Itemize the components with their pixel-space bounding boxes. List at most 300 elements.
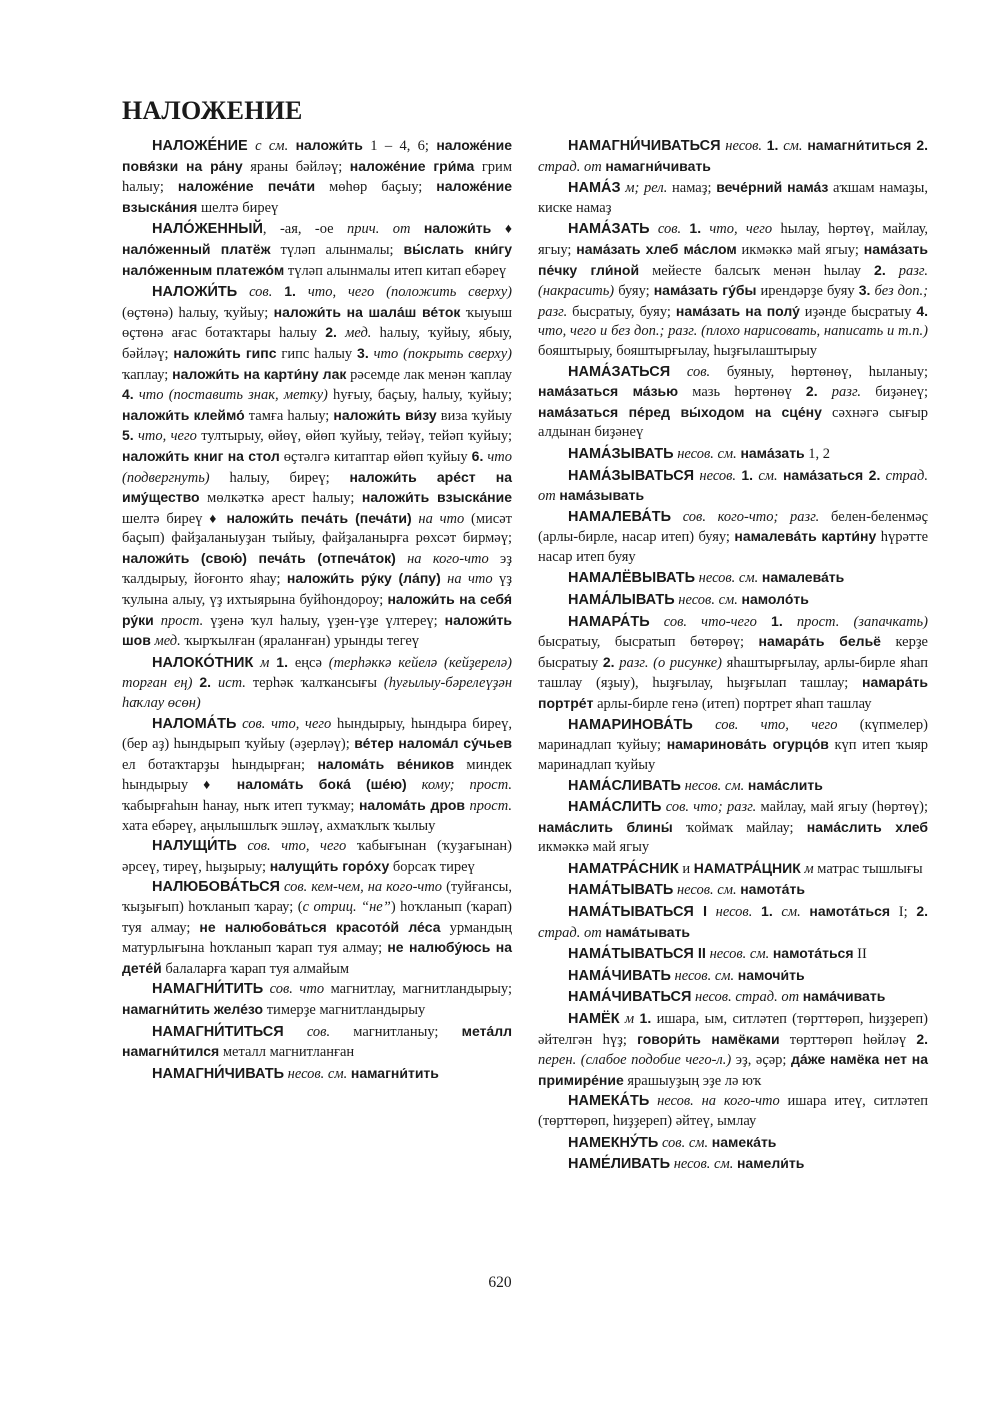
bold-phrase: намагни́тить желе́зо — [122, 1000, 264, 1017]
italic-label: несов. см. — [695, 570, 759, 587]
entry-headword: НАМА́ЧИВАТЬСЯ — [568, 989, 692, 1006]
dictionary-entry — [538, 987, 928, 1008]
bold-phrase: 1. — [771, 612, 783, 629]
bold-phrase: 2. — [874, 261, 886, 278]
bold-phrase: наложи́ть на себя́ ру́ки — [122, 591, 513, 628]
entry-headword: НАМА́ТЫВАТЬ — [568, 882, 674, 899]
italic-label: что (поставить знак, метку) — [133, 387, 328, 404]
dictionary-entry — [122, 715, 512, 837]
bold-phrase: 2. — [325, 324, 337, 341]
bold-phrase: ве́тер налома́л су́чьев — [354, 735, 512, 752]
italic-label: (һуғылыу-бәрелеүҙән һаҡлау өсөн) — [122, 675, 513, 712]
italic-label: м — [619, 1010, 635, 1027]
translation-text: яһаштырғылау, арлы-бирле яһап ташлау (яҙыу), һыҙғылау, һыҙғылап ташлау; — [538, 654, 928, 692]
bold-phrase: вече́рний нама́з — [716, 179, 829, 196]
dictionary-entry — [538, 776, 928, 797]
page-number: 620 — [488, 1274, 512, 1291]
dictionary-entry — [538, 219, 928, 361]
translation-text: эҙ ҡалдырыу, йоғонто яһау; — [122, 550, 513, 588]
translation-text: урмандың матурлығына һоҡланып ҡарап туя алмау; — [122, 919, 512, 957]
translation-text: түләп алынмалы; — [270, 241, 404, 258]
bold-phrase: наложи́ть ♦ нало́женный платёж — [122, 220, 512, 257]
bold-phrase: намалева́ть карти́ну — [734, 528, 877, 545]
italic-label: сов. что, чего — [236, 838, 347, 855]
entry-headword: НАЛОЖЕ́НИЕ — [152, 138, 248, 154]
dictionary-entry — [538, 1154, 928, 1175]
translation-text: мөлкәткә арест һалыу; — [199, 490, 362, 507]
translation-text — [757, 614, 771, 630]
translation-text: ҡабырғаһын һанау, ныҡ итеп туҡмау; — [122, 798, 359, 814]
bold-phrase: наложи́ть клеймо́ — [122, 406, 245, 423]
italic-label: на кого-что — [395, 550, 489, 567]
italic-label: сов. кем-чем, на кого-что — [279, 879, 443, 896]
bold-phrase: намочи́ть — [737, 966, 805, 983]
bold-phrase: 2. — [602, 653, 615, 670]
translation-text: рәсемде лак менән ҡаплау — [346, 366, 513, 383]
italic-label: см. — [772, 903, 801, 920]
bold-phrase: налома́ть ве́ников — [317, 755, 455, 772]
italic-label: страд. от — [538, 924, 602, 941]
italic-label: м; рел. — [620, 180, 668, 197]
translation-text: буяныу, һөртөнөү, һыланыу; — [710, 363, 928, 380]
bold-phrase: да́же намёка нет на примире́ние — [538, 1051, 929, 1088]
italic-label: несов. см. — [284, 1065, 348, 1082]
bold-phrase: 1. — [766, 137, 779, 153]
translation-text: иҙәнде бысратыу — [799, 303, 917, 320]
bold-phrase: нама́зать — [740, 444, 805, 461]
bold-phrase: 6. — [471, 447, 484, 464]
translation-text: миндек һындырыу — [122, 756, 512, 794]
italic-label: мед. — [150, 633, 181, 650]
entry-headword: НАМА́СЛИВАТЬ — [568, 778, 681, 795]
italic-label: что, чего (положить сверху) — [295, 284, 513, 301]
bold-phrase: наложе́ние повя́зки на ра́ну — [122, 137, 513, 174]
bold-phrase: наложи́ть книг на стол — [122, 447, 280, 464]
italic-label: несов. на кого-что — [649, 1093, 780, 1110]
bold-phrase: нама́слить хлеб — [806, 818, 928, 835]
translation-text: (мисәт баҫып) файҙаланыуҙан тыйыу, файҙаланырға рөхсәт бирмәү; — [122, 510, 512, 547]
dictionary-entry — [538, 508, 928, 568]
entry-headword: НАМА́ЗАТЬ — [568, 221, 650, 238]
translation-text: бояштырыу, бояштырғылау, һыҙғылаштырыу — [538, 342, 818, 359]
translation-text: аҡшам намаҙы, киске намаҙ — [538, 180, 929, 216]
italic-label: прост. — [465, 798, 512, 814]
italic-label: несов. страд. от — [691, 989, 800, 1006]
bold-phrase: 1. — [689, 220, 702, 237]
italic-label: прич. от — [347, 221, 411, 238]
italic-label: несов. см. — [705, 946, 770, 963]
entry-headword: НАМА́ЗЫВАТЬ — [568, 445, 674, 462]
dictionary-entry — [122, 980, 512, 1020]
translation-text: ) һоҡланып (ҡарап) туя алмау; — [122, 898, 512, 936]
translation-text — [272, 284, 284, 300]
dictionary-entry — [538, 966, 928, 987]
italic-label: разг. (накрасить) — [538, 262, 929, 300]
italic-label: кому; прост. — [406, 777, 512, 794]
bold-phrase: наложи́ть — [295, 137, 363, 153]
dictionary-entry — [538, 568, 928, 589]
dictionary-entry — [122, 878, 512, 979]
entry-headword: НАЛО́ЖЕННЫЙ — [152, 221, 263, 238]
bold-phrase: 3. — [858, 282, 871, 299]
italic-label: что, чего и без доп.; разг. (плохо нарисовать, написать и т.п.) — [538, 323, 928, 340]
italic-label: сов. что; разг. — [661, 799, 757, 815]
translation-text: I; — [890, 903, 917, 920]
dictionary-entry — [538, 136, 928, 177]
translation-text: магнитланыу; — [330, 1023, 462, 1040]
italic-label: мед. — [336, 325, 372, 342]
dictionary-entry — [538, 590, 928, 611]
bold-phrase: нама́зать хлеб ма́слом — [576, 240, 737, 257]
translation-text: һындырыу, һындыра биреү, (бер аҙ) һындырып ҡуйыу (әҙерләү); — [122, 715, 512, 753]
bold-phrase: нама́зать пе́чку гли́ной — [538, 240, 928, 278]
italic-label: сов. — [237, 284, 273, 301]
translation-text: (өҫтөнә) һалыу, ҡуйыу; — [122, 304, 274, 321]
bold-phrase: нама́слить — [747, 777, 823, 794]
bold-phrase: НАМАТРА́ЦНИК — [693, 859, 801, 876]
translation-text: ирендәрҙе буяу — [756, 283, 859, 300]
bold-phrase: наложи́ть ви́зу — [333, 406, 437, 423]
translation-text: бысратыу, буяу; — [567, 303, 676, 320]
translation-text: металл магнитланған — [219, 1044, 355, 1061]
bold-phrase: наложи́ть аре́ст на иму́щество — [122, 468, 512, 506]
bold-phrase: нама́тывать — [605, 923, 691, 940]
translation-text: буяу; — [614, 283, 654, 300]
translation-text: һүрәтте насар итеп буяу — [538, 529, 929, 565]
bold-phrase: намота́ть — [740, 881, 805, 898]
bold-phrase: наложе́ние печа́ти — [177, 178, 316, 195]
translation-text: матрас тышлығы — [813, 860, 923, 877]
italic-label: сов. что-чего — [649, 613, 757, 630]
translation-text: яраны бәйләү; — [242, 158, 350, 175]
italic-label: разг. — [817, 384, 862, 401]
italic-label: несов. — [694, 467, 737, 484]
italic-label: сов. см. — [658, 1134, 709, 1151]
bold-phrase: не налюбу́юсь на дете́й — [122, 939, 512, 976]
translation-text: майлау, май ягыу (һөртөү); — [756, 799, 928, 815]
bold-phrase: намота́ться — [809, 902, 891, 919]
entry-headword: НАМАРИНОВА́ТЬ — [568, 716, 693, 733]
dictionary-entry — [538, 466, 928, 507]
translation-text: ел ботаҡтарҙы һындырған; — [122, 756, 318, 773]
entry-headword: НАМАГНИ́ЧИВАТЬ — [152, 1065, 284, 1082]
bold-phrase: нама́зать на полу́ — [675, 302, 800, 319]
entry-headword: НАМЕКНУ́ТЬ — [568, 1134, 659, 1151]
translation-text: борсаҡ тиреү — [389, 858, 475, 875]
translation-text: , -ая, -ое — [262, 221, 348, 238]
dictionary-entry — [538, 1133, 928, 1154]
translation-text: икмәккә май ягыу; — [736, 241, 864, 258]
bold-phrase: намагни́тить — [350, 1064, 439, 1081]
italic-label: сов. — [649, 221, 682, 238]
dictionary-entry — [538, 612, 928, 715]
translation-text: өҫтәлгә китаптар өйөп ҡуйыу — [279, 448, 472, 465]
bold-phrase: намаринова́ть огурцо́в — [666, 736, 829, 753]
italic-label: на что — [440, 571, 493, 588]
entry-headword: НАМАТРА́СНИК — [568, 860, 679, 877]
bold-phrase: 2. — [916, 902, 929, 919]
entry-headword: НАМА́ЗЫВАТЬСЯ — [568, 467, 695, 484]
italic-label: несов. см. — [673, 882, 737, 899]
translation-text: гипс һалыу — [276, 345, 358, 362]
dictionary-entry — [122, 1022, 512, 1063]
bold-phrase: нама́заться ма́зью — [538, 383, 679, 400]
italic-label: несов. см. — [680, 778, 745, 795]
translation-text: керҙе бысратыу — [538, 634, 928, 671]
translation-text: II — [853, 946, 867, 963]
translation-text: тимерҙе магнитландырыу — [263, 1001, 426, 1018]
bold-phrase: 4. — [916, 302, 928, 319]
dictionary-entry — [538, 363, 928, 443]
bold-phrase: ♦ наложи́ть печа́ть (печа́ти) — [209, 509, 412, 526]
dictionary-entry — [538, 902, 928, 943]
translation-text: терһәк ҡалҡансығы — [245, 675, 384, 692]
bold-phrase: 1. — [639, 1009, 652, 1026]
italic-label: сов. что — [263, 981, 325, 998]
bold-phrase: 2. — [916, 1030, 929, 1047]
translation-text: ҡыуыш өҫтөнә ағас ботаҡтары һалыу — [122, 304, 513, 342]
bold-phrase: нама́слить блины́ — [538, 818, 673, 835]
bold-phrase: ♦ налома́ть бока́ (ше́ю) — [203, 776, 407, 793]
bold-phrase: нама́заться 2. — [782, 466, 881, 483]
italic-label: перен. (слабое подобие чего-л.) — [538, 1052, 732, 1069]
italic-label: (терһәккә кейелә (кейҙерелә) торған ең) — [122, 654, 512, 692]
italic-label: м — [800, 860, 814, 877]
bold-phrase: намоло́ть — [741, 591, 809, 608]
dictionary-entry — [538, 1092, 928, 1131]
bold-phrase: 1. — [761, 902, 773, 919]
dictionary-entry — [122, 837, 512, 877]
bold-phrase: наложи́ть взыска́ние — [361, 489, 513, 506]
entry-headword: НАЛОМА́ТЬ — [152, 715, 237, 732]
bold-phrase: вы́слать кни́гу нало́женным платежо́м — [122, 240, 512, 278]
italic-label: несов. см. — [670, 967, 735, 984]
bold-phrase: 4. — [122, 386, 134, 403]
translation-text: һылау, һөртөү, майлау, ягыу; — [538, 221, 929, 258]
italic-label: несов. см. — [674, 592, 738, 609]
translation-text: тамға һалыу; — [244, 407, 334, 424]
translation-text — [410, 221, 423, 237]
entry-headword: НАЛЮБОВА́ТЬСЯ — [152, 879, 280, 896]
entry-headword: НАМА́З — [568, 180, 621, 197]
entry-headword: НАМА́ТЫВАТЬСЯ II — [568, 946, 706, 963]
bold-phrase: намели́ть — [736, 1155, 805, 1172]
right-column — [538, 136, 928, 1176]
italic-label: несов. см. — [670, 1156, 734, 1173]
translation-text: сәхнәгә сығыр алдынан биҙәнеү — [538, 404, 928, 441]
entry-headword: НАЛОКО́ТНИК — [152, 654, 254, 671]
translation-text: ярашыуҙың эҙе лә юҡ — [623, 1072, 762, 1089]
dictionary-entry — [122, 653, 512, 714]
entry-headword: НАЛОЖИ́ТЬ — [152, 284, 238, 301]
bold-phrase: наложи́ть ру́ку (ла́пу) — [286, 570, 441, 587]
italic-label: страд. от — [538, 467, 929, 505]
bold-phrase: 5. — [122, 427, 134, 444]
translation-text: арлы-бирле генә (итеп) портрет яһап ташлау — [593, 696, 872, 713]
translation-text: магнитлау, магнитландырыу; — [324, 981, 512, 998]
translation-text: түләп алынмалы итеп китап ебәреү — [284, 262, 507, 279]
translation-text — [288, 138, 295, 154]
bold-phrase: нама́зывать — [559, 487, 645, 504]
italic-label: ист. — [211, 675, 246, 692]
bold-phrase: нама́чивать — [802, 988, 886, 1005]
translation-text: 1 – 4, 6; — [362, 138, 437, 154]
italic-label: на что — [411, 510, 465, 527]
bold-phrase: наложи́ть (свою́) печа́ть (отпеча́ток) — [122, 549, 396, 566]
italic-label: без доп.; разг. — [538, 283, 928, 320]
bold-phrase: нама́заться пе́ред вы́ходом на сце́ну — [538, 403, 822, 420]
translation-text: ишара, ым, ситләтеп (төрттөрөп, һиҙҙереп) әйтелгән һүҙ; — [538, 1010, 928, 1048]
translation-text: биҙәнеү; — [861, 384, 929, 401]
bold-phrase: налома́ть дров — [358, 797, 466, 813]
entry-headword: НАЛУЩИ́ТЬ — [152, 838, 237, 855]
italic-label: см. — [778, 138, 803, 154]
bold-phrase: наложе́ние гри́ма — [349, 157, 475, 174]
translation-text: шелтә биреү — [122, 510, 210, 527]
italic-label: прост. — [153, 612, 204, 629]
italic-label: разг. (о рисунке) — [614, 654, 723, 671]
bold-phrase: 1. — [284, 283, 296, 300]
bold-phrase: 2. — [805, 383, 818, 400]
entry-headword: НАМА́ТЫВАТЬСЯ I — [568, 903, 707, 920]
translation-text: бысратыу, бысратып бөтөрөү; — [538, 634, 759, 651]
bold-phrase: говори́ть намёками — [637, 1030, 780, 1047]
entry-headword: НАМАГНИ́ТИТЬ — [152, 981, 264, 998]
italic-label: страд. от — [538, 158, 602, 175]
bold-phrase: налущи́ть горо́ху — [269, 857, 390, 874]
bold-phrase: наложи́ть на карти́ну лак — [172, 365, 347, 382]
running-header: НАЛОЖЕНИЕ — [122, 96, 303, 125]
entry-headword: НАМА́СЛИТЬ — [568, 799, 662, 815]
translation-text: күп итеп ҡыяр маринадлап ҡуйыу — [538, 737, 928, 773]
translation-text: мейесте балсыҡ менән һылау — [639, 262, 875, 279]
translation-text: балаларға ҡарап туя алмайым — [161, 960, 349, 977]
bold-phrase: 2. — [199, 674, 212, 691]
dictionary-entry — [122, 136, 512, 218]
bold-phrase: намека́ть — [711, 1133, 777, 1150]
italic-label: несов. см. — [673, 445, 737, 462]
bold-phrase: наложе́ние взыска́ния — [122, 178, 512, 215]
translation-text: виза ҡуйыу — [436, 407, 512, 424]
dictionary-entry — [122, 219, 512, 281]
italic-label: с отриц. “не” — [302, 898, 391, 915]
entry-headword: НАМА́ЛЫВАТЬ — [568, 592, 675, 609]
dictionary-entry — [538, 716, 928, 776]
translation-text: и — [678, 860, 694, 877]
italic-label: несов. — [706, 903, 753, 920]
translation-text: төрттөрөп һөйләү — [779, 1031, 917, 1048]
entry-headword: НАМЁК — [568, 1010, 620, 1027]
translation-text: грим һалыу; — [122, 158, 512, 196]
translation-text: шелтә биреү — [197, 199, 279, 216]
dictionary-entry — [538, 944, 928, 965]
dictionary-entry — [538, 444, 928, 465]
dictionary-entry — [538, 859, 928, 880]
dictionary-entry — [122, 282, 512, 652]
dictionary-entry — [538, 178, 928, 218]
translation-text: үҙенә ҡул һалыу, үҙен-үҙе үлтереү; — [203, 612, 445, 629]
italic-label: сов. — [283, 1023, 331, 1040]
italic-label: сов. что, чего — [692, 716, 838, 733]
translation-text: еңсә — [287, 654, 329, 671]
italic-label: что (покрыть сверху) — [368, 345, 513, 362]
translation-text: эҙ, әҫәр; — [731, 1052, 792, 1069]
italic-label: прост. (запачкать) — [782, 613, 928, 630]
entry-headword: НАМАГНИ́ЧИВАТЬСЯ — [568, 138, 721, 154]
translation-text: һуғыу, баҫыу, һалыу, ҡуйыу; — [327, 387, 512, 404]
entry-headword: НАМА́ЗАТЬСЯ — [568, 363, 671, 380]
translation-text: ҡоймаҡ майлау; — [672, 819, 807, 836]
translation-text: (туйғансы, ҡыҙығып) һоҡланып ҡарау; ( — [122, 879, 512, 915]
translation-text: намаҙ; — [667, 180, 717, 197]
translation-text: белен-беленмәҫ (арлы-бирле, насар итеп) буяу; — [538, 508, 928, 546]
translation-text: 1, 2 — [804, 445, 831, 462]
bold-phrase: 3. — [357, 344, 369, 361]
translation-text: ҡабығынан (ҡуҙағынан) әрсеү, тиреү, һыҙырыу; — [122, 838, 512, 875]
translation-text: (күпмелер) маринадлап ҡуйыу; — [538, 716, 928, 754]
italic-label: несов. — [720, 138, 762, 154]
translation-text — [752, 904, 761, 920]
translation-text: мөһөр баҫыу; — [315, 179, 437, 196]
dictionary-entry — [538, 1009, 928, 1091]
entry-headword: НАМЕ́ЛИВАТЬ — [568, 1156, 671, 1173]
bold-phrase: намота́ться — [772, 945, 854, 962]
bold-phrase: 1. — [276, 653, 288, 670]
bold-phrase: нама́зать гу́бы — [653, 282, 757, 299]
italic-label: сов. — [670, 363, 711, 380]
bold-phrase: наложи́ть шов — [122, 611, 512, 649]
translation-text: һалыу, ҡуйыу, ябыу, бәйләү; — [122, 325, 512, 362]
italic-label: с см. — [247, 138, 289, 154]
bold-phrase: намалева́ть — [761, 569, 845, 586]
bold-phrase: 1. — [741, 466, 754, 483]
translation-text: тултырыу, өйөү, өйөп ҡуйыу, тейәү, тейәп ҡуйыу; — [196, 428, 513, 445]
dictionary-entry — [122, 1064, 512, 1085]
italic-label: сов. кого-что; разг. — [671, 508, 820, 525]
translation-text: үҙ ҡулына алыу, үҙ ихтыярына буйһондороу; — [122, 571, 512, 609]
translation-text: мазь һөртөнөү — [678, 384, 806, 401]
left-column — [122, 136, 512, 1085]
translation-text: ҡырҡылған (яраланған) урынды тегеү — [180, 633, 420, 650]
italic-label: что, чего — [133, 428, 197, 445]
italic-label: что (подвергнуть) — [122, 448, 512, 486]
bold-phrase: намагни́титься 2. — [807, 137, 929, 153]
entry-headword: НАМАРА́ТЬ — [568, 613, 650, 630]
bold-phrase: намара́ть портре́т — [538, 674, 928, 712]
italic-label: что, чего — [701, 221, 773, 238]
entry-headword: НАМЕКА́ТЬ — [568, 1093, 650, 1110]
italic-label: см. — [753, 467, 778, 484]
bold-phrase: мета́лл намагни́тился — [122, 1022, 512, 1060]
entry-headword: НАМАЛЁВЫВАТЬ — [568, 570, 695, 587]
translation-text: хата ебәреү, аңылышлыҡ эшләү, ахмаҡлыҡ ҡылыу — [122, 817, 436, 834]
bold-phrase: наложи́ть гипс — [173, 344, 277, 361]
entry-headword: НАМАГНИ́ТИТЬСЯ — [152, 1023, 284, 1040]
translation-text: икмәккә май ягыу — [538, 839, 650, 856]
entry-headword: НАМА́ЧИВАТЬ — [568, 967, 671, 984]
italic-label: сов. что, чего — [236, 715, 332, 732]
bold-phrase: не налюбова́ться красото́й ле́са — [199, 918, 441, 935]
dictionary-entry — [538, 880, 928, 901]
italic-label: м — [253, 654, 270, 671]
bold-phrase: наложи́ть на шала́ш ве́ток — [273, 303, 461, 320]
entry-headword: НАМАЛЕВА́ТЬ — [568, 508, 672, 525]
bold-phrase: намагни́чивать — [605, 157, 711, 174]
translation-text: ишара итеү, ситләтеп (төрттөрөп, һиҙҙереп) әйтеү, ымлау — [538, 1093, 928, 1129]
translation-text: ҡаплау; — [122, 366, 173, 383]
translation-text: һалыу, биреү; — [209, 469, 350, 486]
bold-phrase: намара́ть бельё — [758, 633, 881, 650]
